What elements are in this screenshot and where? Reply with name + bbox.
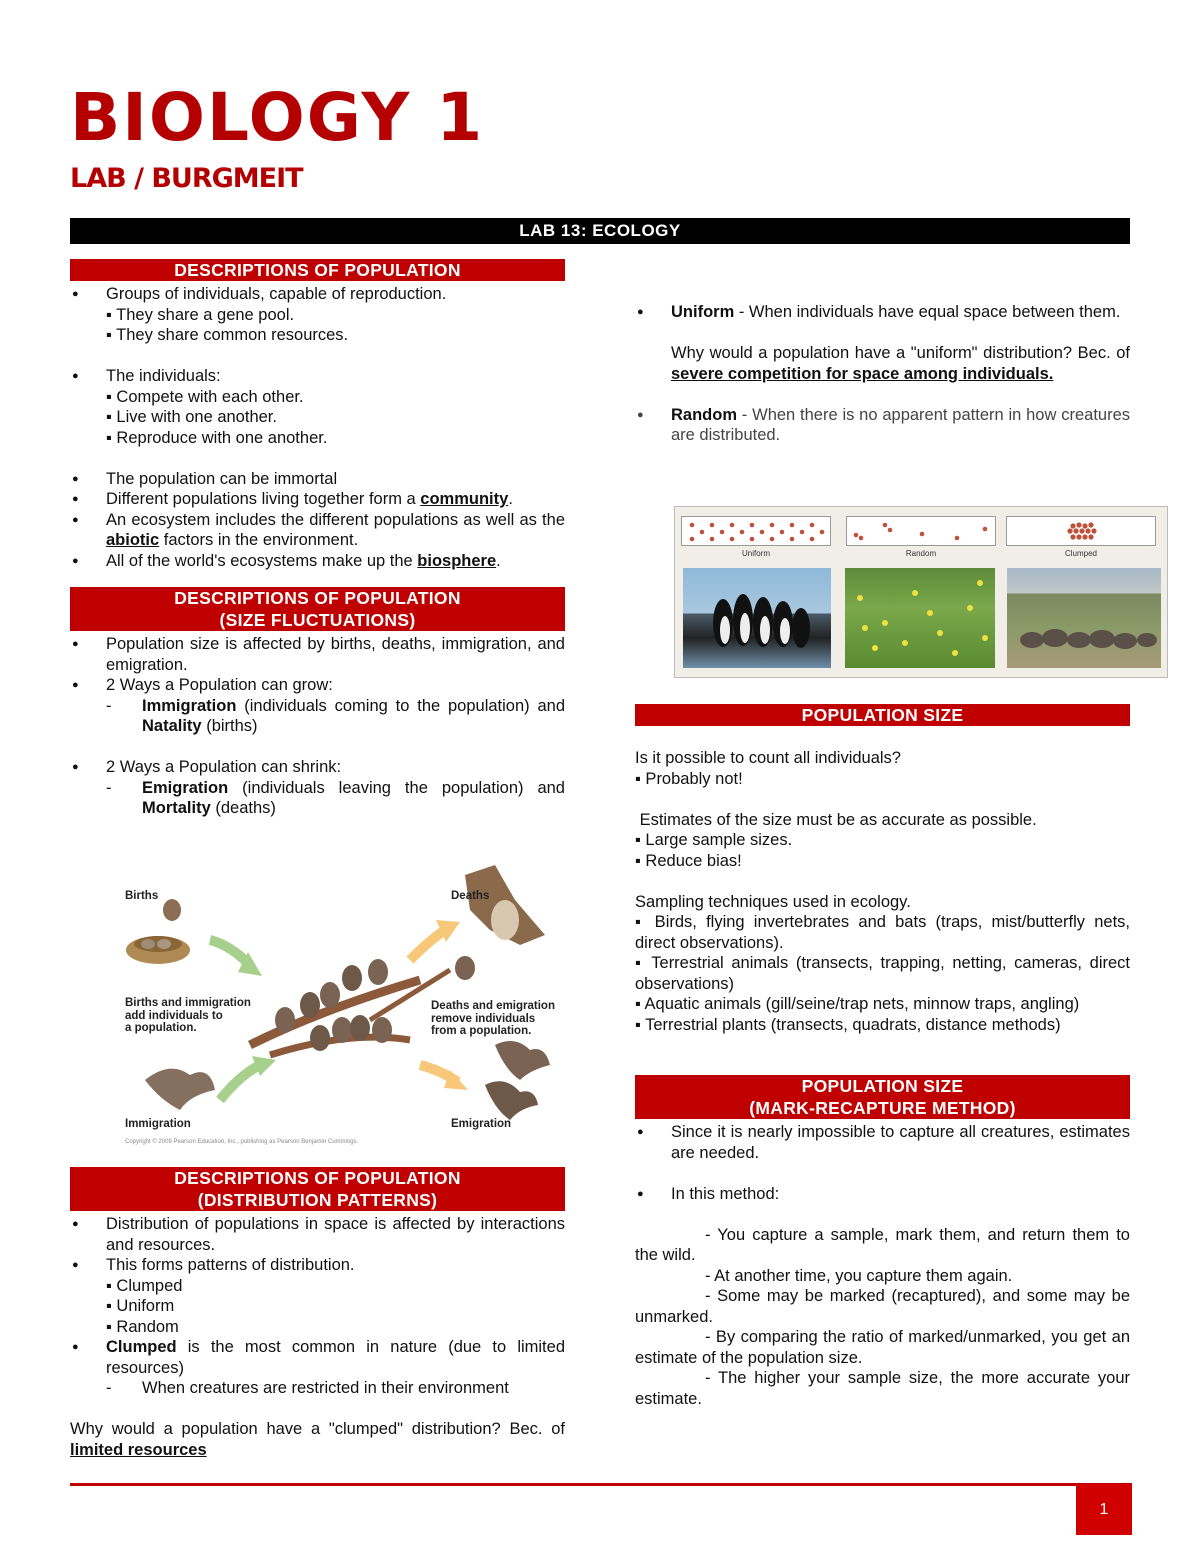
wildflowers-icon [845,568,995,668]
section-header-line: DESCRIPTIONS OF POPULATION [174,260,461,280]
caption-line: add individuals to [125,1009,223,1022]
elephant-herd-icon [1007,568,1161,668]
flying-birds-icon [495,1041,550,1080]
text: (births) [201,717,258,735]
section-header-line: DESCRIPTIONS OF POPULATION [174,588,461,608]
section-header-size-fluctuations [70,587,565,633]
random-label: Random [905,549,937,558]
uniform-random-body [635,302,1130,446]
list-item: ● 2 Ways a Population can shrink: [70,757,565,778]
key-term: Mortality [142,799,211,817]
list-item [70,489,565,510]
sub-item: ▪ Live with one another. [106,408,277,426]
list-item [70,366,565,448]
key-term: community [420,490,509,508]
text: is the most common in nature (due to limited resources) [106,1338,565,1377]
paragraph: ▪ Terrestrial animals (transects, trapping, netting, cameras, direct observations) [635,954,1130,993]
question-clumped [70,1419,565,1460]
list-item: ● 2 Ways a Population can grow: [70,675,565,696]
text: (individuals leaving the population) and [228,778,565,797]
section-header-line: POPULATION SIZE [801,1076,964,1096]
diagram-copyright: Copyright © 2009 Pearson Education, Inc., publishing as Pearson Benjamin Cummings. [125,1139,359,1145]
list-item: ● In this method: [635,1184,1130,1205]
distribution-patterns-figure [674,506,1168,678]
key-term: limited resources [70,1440,207,1459]
clumped-pattern-panel [1006,516,1156,546]
penguins-icon [683,568,831,668]
method-step: - You capture a sample, mark them, and return them to the wild. [635,1225,1130,1264]
text: . [508,490,513,508]
diagram-caption-remove [431,1000,555,1038]
key-term: Uniform [671,303,735,321]
paragraph: Is it possible to count all individuals? [635,749,901,767]
diagram-caption-add [125,997,251,1035]
text: Different populations living together form a [106,490,421,508]
uniform-pattern-panel [681,516,831,546]
section-header-line: (SIZE FLUCTUATIONS) [219,610,416,630]
text: An ecosystem includes the different populations as well as the [106,510,565,529]
elephants-photo [1007,568,1161,668]
section-header-distribution [70,1167,565,1213]
caption-line: a population. [125,1022,197,1034]
list-item-text: ● The individuals: [106,367,221,385]
text: (deaths) [210,799,276,817]
list-item [70,284,565,346]
mark-recapture-body [635,1122,1130,1409]
method-step: - Some may be marked (recaptured), and some may be unmarked. [635,1287,1130,1326]
section-header-mark-recapture [635,1075,1130,1121]
section-header-line: (MARK-RECAPTURE METHOD) [749,1098,1016,1118]
method-step: - By comparing the ratio of marked/unmarked, you get an estimate of the population size. [635,1328,1130,1367]
paragraph: ▪ Terrestrial plants (transects, quadrats, distance methods) [635,1015,1061,1034]
section-header-line: (DISTRIBUTION PATTERNS) [197,1190,438,1210]
flower-field-photo [845,568,995,668]
document-subtitle: LAB / BURGMEIT [70,163,303,194]
sub-item: ▪ They share a gene pool. [106,305,295,324]
caption-line: Deaths and emigration [431,1000,555,1012]
paragraph: ▪ Reduce bias! [635,851,742,870]
paragraph: Sampling techniques used in ecology. [635,892,911,911]
sub-item: ▪ They share common resources. [106,326,349,344]
paragraph: ▪ Large sample sizes. [635,831,793,849]
flying-birds-icon [145,1069,215,1110]
paragraph: ▪ Probably not! [635,769,743,788]
diagram-label-emigration: Emigration [451,1118,512,1130]
sub-item: ▪ Clumped [106,1276,183,1295]
list-item: ● Since it is nearly impossible to capture all creatures, estimates are needed. [635,1122,1130,1163]
method-step: - The higher your sample size, the more accurate your estimate. [635,1369,1130,1408]
section-header-population-size [635,704,1130,728]
chick-icon [163,899,181,921]
dash-item [70,696,565,737]
caption-line: from a population. [431,1025,532,1037]
sub-item: ▪ Random [106,1317,179,1336]
sub-item: ▪ Reproduce with one another. [106,428,328,447]
dash-item: - When creatures are restricted in their environment [70,1378,565,1399]
lab-title-bar: LAB 13: ECOLOGY [70,218,1130,244]
clumped-label: Clumped [1064,549,1097,558]
text: . [496,551,501,570]
list-item-text: ● This forms patterns of distribution. [106,1256,355,1274]
text: - When there is no apparent pattern in how creatures are distributed. [671,405,1130,444]
section-header-descriptions [70,259,565,283]
size-fluctuations-body [70,634,565,819]
distribution-body [70,1214,565,1460]
key-term: abiotic [106,531,160,549]
arrow-immigration-icon [220,1065,260,1100]
uniform-label: Uniform [741,549,770,558]
key-term: Natality [142,717,202,735]
caption-line: Births and immigration [125,997,251,1009]
list-item [635,405,1130,446]
dash-item [70,778,565,819]
paragraph: ▪ Birds, flying invertebrates and bats (traps, mist/butterfly nets, direct observations). [635,913,1130,952]
question-uniform [635,343,1130,384]
list-item-text: ● Groups of individuals, capable of reproduction. [106,285,447,303]
paragraph: ▪ Aquatic animals (gill/seine/trap nets, minnow traps, angling) [635,995,1080,1013]
diagram-label-deaths: Deaths [451,890,490,902]
list-item: ● Distribution of populations in space is affected by interactions and resources. [70,1214,565,1255]
text: Why would a population have a "uniform" distribution? Bec. of [671,344,1130,362]
sub-item: ▪ Compete with each other. [106,387,304,406]
list-item [70,1255,565,1337]
footer-rule [70,1483,1132,1486]
key-term: Immigration [142,696,237,715]
page-number: 1 [1076,1484,1132,1535]
list-item [70,510,565,551]
clumped-dots-icon [1007,517,1155,545]
sub-item: ▪ Uniform [106,1297,175,1315]
random-pattern-panel [846,516,996,546]
diagram-label-births: Births [125,890,159,902]
list-item: ● Population size is affected by births, deaths, immigration, and emigration. [70,634,565,675]
list-item [70,551,565,572]
text: All of the world's ecosystems make up the [106,551,418,570]
list-item [70,1337,565,1378]
population-size-body [635,748,1130,1035]
random-dots-icon [847,517,995,545]
text: factors in the environment. [159,531,359,549]
descriptions-body [70,284,565,571]
population-change-diagram [120,860,565,1150]
list-item [635,302,1130,323]
paragraph: Estimates of the size must be as accurate as possible. [635,810,1037,829]
list-item: ● The population can be immortal [70,469,565,490]
method-step: - At another time, you capture them again. [705,1266,1013,1285]
text: - When individuals have equal space between them. [734,303,1121,321]
key-term: biosphere [417,551,497,570]
caption-line: remove individuals [431,1012,536,1025]
text: (individuals coming to the population) and [236,696,565,715]
diagram-label-immigration: Immigration [125,1118,191,1130]
text: Why would a population have a "clumped" distribution? Bec. of [70,1420,565,1438]
key-term: severe competition for space among individuals. [671,364,1054,383]
key-term: Clumped [106,1338,177,1356]
sparrow-icon [275,1007,295,1033]
penguins-photo [683,568,831,668]
section-header-line: DESCRIPTIONS OF POPULATION [174,1168,461,1188]
arrow-deaths-icon [410,930,445,960]
key-term: Random [671,405,737,424]
uniform-dots-icon [682,517,830,545]
key-term: Emigration [142,778,229,797]
document-title: BIOLOGY 1 [70,79,485,156]
section-header-line: POPULATION SIZE [801,705,964,725]
